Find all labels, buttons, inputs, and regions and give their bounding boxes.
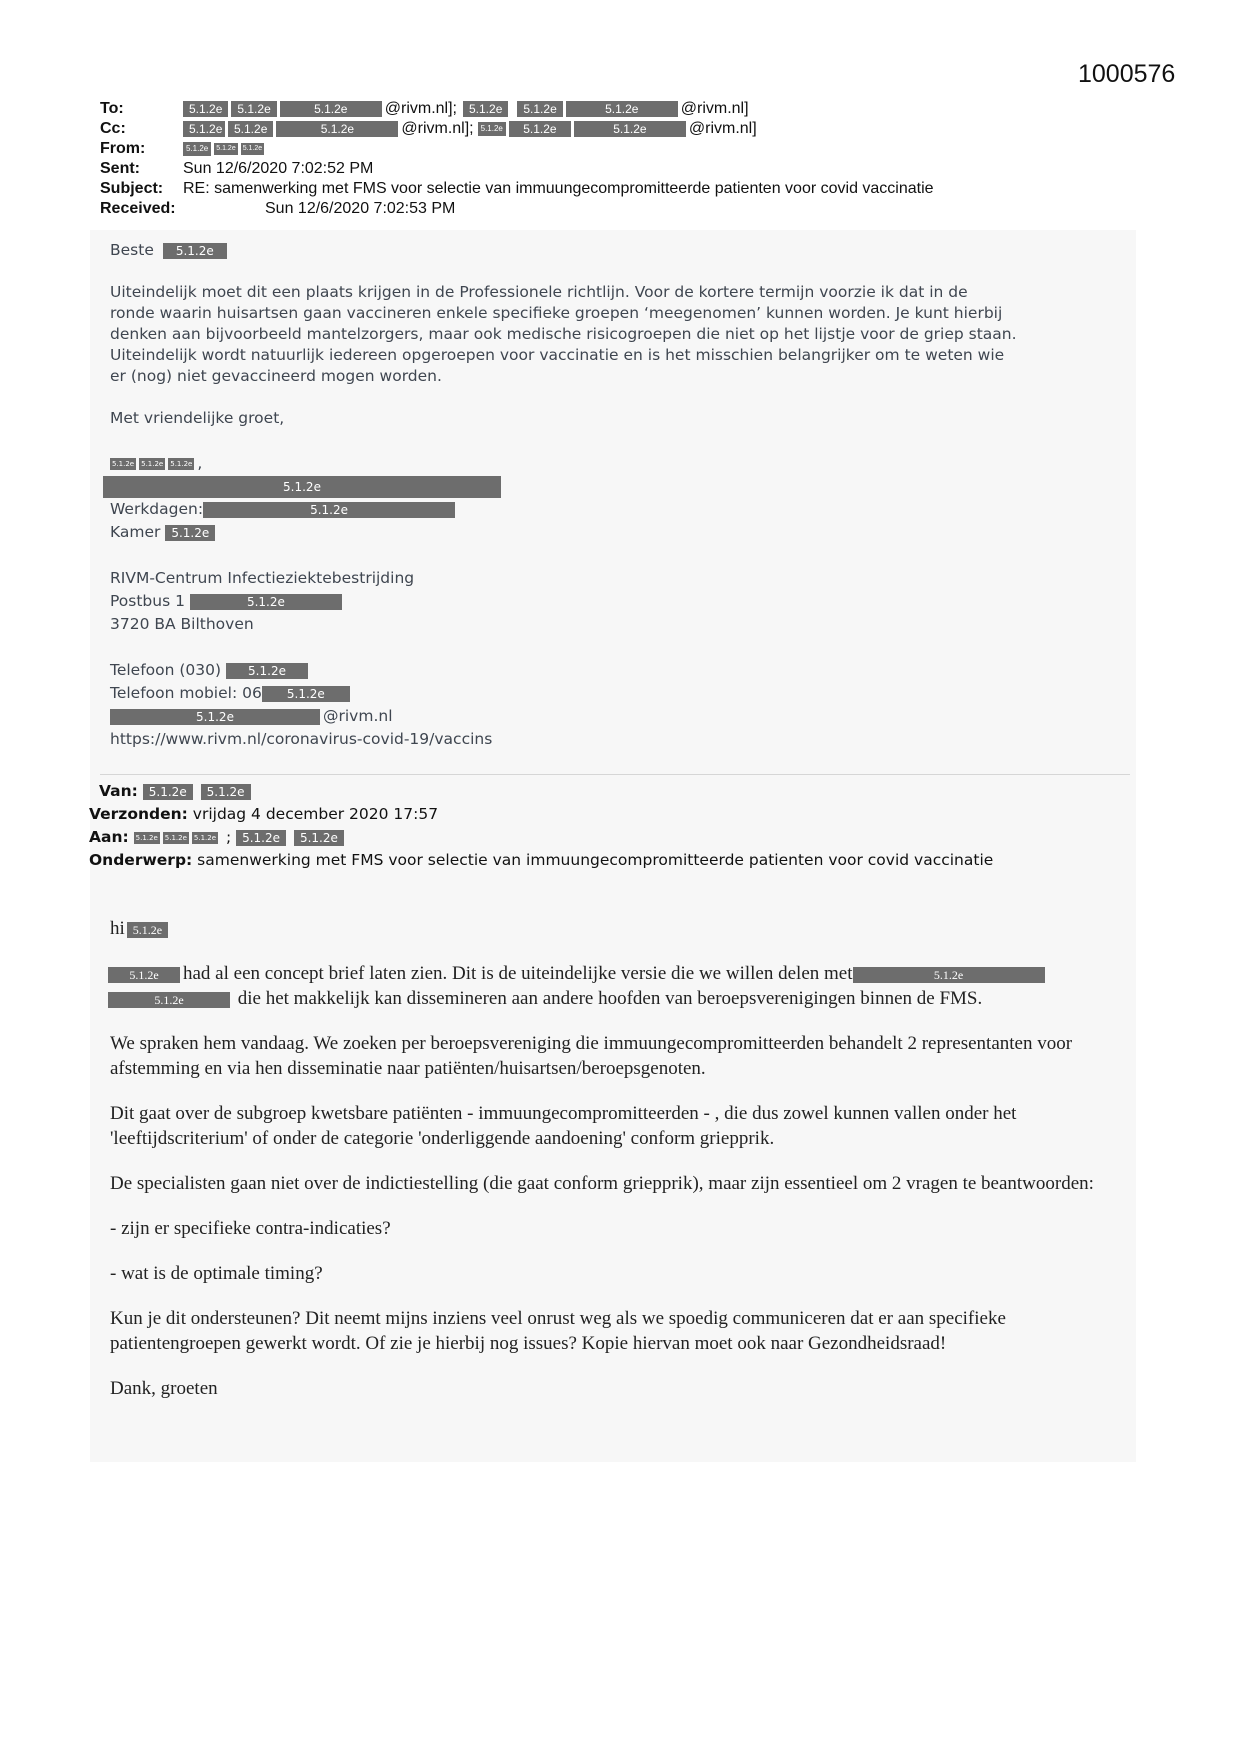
paragraph-5: Kun je dit ondersteunen? Dit neemt mijns inziens veel onrust weg als we spoedig communiceren dat er aan specifieke patientengroepen gewerkt wordt. Of zie je hierbij nog issues? Kopie hiervan moet ook naar Gezondheidsraad! bbox=[110, 1308, 1006, 1354]
postbus-label: Postbus 1 bbox=[110, 592, 185, 610]
mobile-label: Telefoon mobiel: 06 bbox=[110, 684, 262, 702]
hi-text: hi bbox=[110, 918, 125, 939]
verzonden-label: Verzonden: bbox=[89, 805, 188, 823]
redaction: 5.1.2e bbox=[108, 992, 230, 1008]
email-domain: @rivm.nl bbox=[323, 707, 393, 725]
redaction: 5.1.2e bbox=[112, 459, 135, 468]
subject-label: Subject: bbox=[100, 180, 164, 197]
sent-row bbox=[100, 159, 934, 179]
reply-line: Uiteindelijk wordt natuurlijk iedereen opgeroepen voor vaccinatie en is het misschien belangrijker om te weten wie bbox=[110, 346, 1005, 364]
van-row bbox=[99, 780, 993, 803]
greeting-text: Beste bbox=[110, 241, 154, 259]
redaction: 5.1.2e bbox=[226, 663, 308, 679]
redaction: 5.1.2e bbox=[262, 686, 350, 702]
forwarded-header bbox=[89, 780, 994, 872]
address: 3720 BA Bilthoven bbox=[110, 615, 254, 633]
reply-line: Uiteindelijk moet dit een plaats krijgen in de Professionele richtlijn. Voor de kortere termijn voorzie ik dat in de bbox=[110, 283, 968, 301]
onderwerp-value: samenwerking met FMS voor selectie van immuungecompromitteerde patienten voor covid vaccinatie bbox=[197, 851, 994, 869]
redaction: 5.1.2e bbox=[574, 121, 686, 137]
reply-line: denken aan bijvoorbeeld mantelzorgers, maar ook medische risicogroepen die niet op het lijstje voor de griep staan. bbox=[110, 325, 1017, 343]
reply-line: er (nog) niet gevaccineerd mogen worden. bbox=[110, 367, 442, 385]
redaction: 5.1.2e bbox=[294, 830, 344, 846]
cc-domain-2: @rivm.nl] bbox=[688, 120, 757, 137]
redaction: 5.1.2e bbox=[517, 101, 562, 117]
redaction: 5.1.2e bbox=[478, 122, 506, 136]
redaction: 5.1.2e bbox=[103, 476, 501, 498]
redaction: 5.1.2e bbox=[183, 101, 228, 117]
document-number: 1000576 bbox=[1078, 60, 1176, 88]
kamer-label: Kamer bbox=[110, 523, 161, 541]
aan-row: Aan: 5.1.2e 5.1.2e 5.1.2e ; 5.1.2e 5.1.2e bbox=[89, 826, 993, 849]
paragraph-1b: die het makkelijk kan dissemineren aan andere hoofden van beroepsverenigingen binnen de FMS. bbox=[237, 988, 983, 1009]
redaction: 5.1.2e bbox=[183, 142, 211, 156]
redaction: 5.1.2e bbox=[280, 101, 382, 117]
from-row bbox=[100, 139, 934, 159]
onderwerp-label: Onderwerp: bbox=[89, 851, 193, 869]
vaccins-url[interactable]: https://www.rivm.nl/coronavirus-covid-19/vaccins bbox=[110, 730, 493, 748]
separator-line bbox=[100, 774, 1130, 775]
sent-value: Sun 12/6/2020 7:02:52 PM bbox=[183, 160, 374, 177]
sign-off: Dank, groeten bbox=[110, 1378, 218, 1399]
redaction: 5.1.2e bbox=[276, 121, 398, 137]
subject-row bbox=[100, 179, 934, 199]
greeting bbox=[110, 240, 1017, 261]
redaction: 5.1.2e bbox=[143, 784, 193, 800]
redaction: 5.1.2e bbox=[110, 709, 320, 725]
closing: Met vriendelijke groet, bbox=[110, 409, 285, 427]
redaction: 5.1.2e bbox=[463, 101, 508, 117]
original-message bbox=[110, 916, 1130, 1401]
cc-domain-1: @rivm.nl]; bbox=[401, 120, 474, 137]
redaction: 5.1.2e bbox=[509, 121, 571, 137]
redaction: 5.1.2e bbox=[163, 243, 227, 259]
redaction: 5.1.2e bbox=[228, 121, 273, 137]
sent-label: Sent: bbox=[100, 160, 140, 177]
redaction: 5.1.2e bbox=[203, 502, 455, 518]
aan-label: Aan: bbox=[89, 828, 129, 846]
redaction: 5.1.2e bbox=[108, 967, 180, 983]
redaction: 5.1.2e bbox=[183, 121, 225, 137]
question-2: - wat is de optimale timing? bbox=[110, 1263, 323, 1284]
org-name: RIVM-Centrum Infectieziektebestrijding bbox=[110, 569, 415, 587]
redaction: 5.1.2e bbox=[164, 833, 187, 842]
redaction: 5.1.2e bbox=[193, 833, 217, 842]
reply-body bbox=[110, 240, 1017, 429]
redaction: 5.1.2e bbox=[236, 830, 286, 846]
paragraph-3: Dit gaat over de subgroep kwetsbare patiënten - immuungecompromitteerden - , die dus zowel kunnen vallen onder het 'leeftijdscriterium' of onder de categorie 'onderliggende aandoening' conform griepprik. bbox=[110, 1103, 1017, 1149]
cc-label: Cc: bbox=[100, 120, 126, 137]
signer-name-row: 5.1.2e 5.1.2e 5.1.2e , bbox=[112, 454, 203, 472]
received-value: Sun 12/6/2020 7:02:53 PM bbox=[265, 200, 456, 217]
redaction: 5.1.2e bbox=[141, 459, 164, 468]
redaction: 5.1.2e bbox=[135, 833, 158, 842]
redaction: 5.1.2e bbox=[566, 101, 678, 117]
redaction: 5.1.2e bbox=[127, 922, 168, 938]
mobile-row bbox=[110, 682, 501, 705]
paragraph-1-cont bbox=[110, 986, 1130, 1011]
to-domain-2: @rivm.nl] bbox=[680, 100, 749, 117]
kamer-row bbox=[110, 521, 501, 544]
question-1: - zijn er specifieke contra-indicaties? bbox=[110, 1218, 391, 1239]
cc-row bbox=[100, 119, 934, 139]
redaction: 5.1.2e bbox=[190, 594, 342, 610]
email-row bbox=[110, 705, 501, 728]
redaction: 5.1.2e bbox=[165, 525, 215, 541]
onderwerp-row bbox=[89, 849, 993, 872]
to-domain-1: @rivm.nl]; bbox=[384, 100, 457, 117]
redaction: 5.1.2e bbox=[231, 101, 276, 117]
email-header bbox=[100, 99, 934, 219]
postbus-row bbox=[110, 590, 501, 613]
van-label: Van: bbox=[99, 782, 138, 800]
to-row bbox=[100, 99, 934, 119]
redaction: 5.1.2e bbox=[214, 143, 237, 155]
paragraph-2: We spraken hem vandaag. We zoeken per beroepsvereniging die immuungecompromitteerden behandelt 2 representanten voor afstemming en via hen disseminatie naar patiënten/huisartsen/beroepsgenoten. bbox=[110, 1033, 1073, 1079]
werkdagen-row bbox=[110, 498, 501, 521]
phone-row bbox=[110, 659, 501, 682]
redaction: 5.1.2e bbox=[241, 143, 264, 155]
hi-line bbox=[110, 916, 1130, 941]
redaction: 5.1.2e bbox=[201, 784, 251, 800]
from-label: From: bbox=[100, 140, 146, 157]
verzonden-row bbox=[89, 803, 993, 826]
redaction: 5.1.2e bbox=[853, 967, 1045, 983]
paragraph-1a: had al een concept brief laten zien. Dit is de uiteindelijke versie die we willen delen met bbox=[183, 963, 853, 984]
subject-value: RE: samenwerking met FMS voor selectie van immuungecompromitteerde patienten voor covid vaccinatie bbox=[183, 180, 934, 197]
paragraph-4: De specialisten gaan niet over de indictiestelling (die gaat conform griepprik), maar zijn essentieel om 2 vragen te beantwoorden: bbox=[110, 1173, 1094, 1194]
paragraph-1 bbox=[110, 961, 1130, 986]
werkdagen-label: Werkdagen: bbox=[110, 500, 204, 518]
signature bbox=[110, 452, 501, 751]
received-row bbox=[100, 199, 934, 219]
received-label: Received: bbox=[100, 200, 176, 217]
to-label: To: bbox=[100, 100, 124, 117]
reply-line: ronde waarin huisartsen gaan vaccineren enkele specifieke groepen ‘meegenomen’ kunnen worden. Je kunt hierbij bbox=[110, 304, 1003, 322]
verzonden-value: vrijdag 4 december 2020 17:57 bbox=[192, 805, 439, 823]
redaction: 5.1.2e bbox=[170, 459, 193, 468]
phone-label: Telefoon (030) bbox=[110, 661, 222, 679]
